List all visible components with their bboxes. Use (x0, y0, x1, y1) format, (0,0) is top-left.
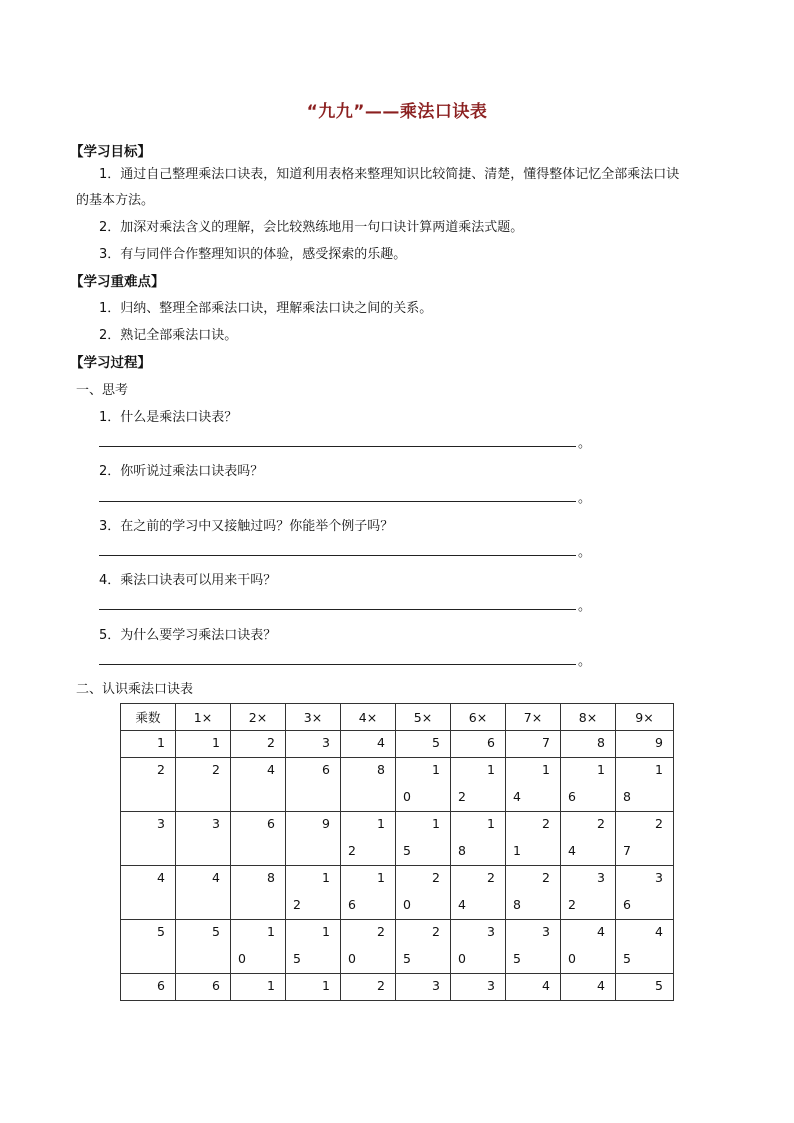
cell-digit-top: 1 (487, 762, 495, 777)
cell-digit-top: 1 (267, 978, 275, 993)
table-cell (451, 920, 506, 974)
cell-digit-top: 1 (322, 870, 330, 885)
cell-digit-top: 1 (322, 924, 330, 939)
table-cell (396, 974, 451, 1001)
cell-digit-top: 3 (655, 870, 663, 885)
answer-line-3[interactable] (99, 555, 576, 556)
cell-digit-top: 4 (267, 762, 275, 777)
cell-digit-bottom: 2 (293, 897, 301, 912)
table-cell (286, 920, 341, 974)
table-cell (561, 812, 616, 866)
table-cell (506, 812, 561, 866)
cell-digit-top: 8 (597, 735, 605, 750)
cell-digit-top: 8 (377, 762, 385, 777)
cell-digit-top: 4 (542, 978, 550, 993)
table-cell (561, 758, 616, 812)
cell-digit-top: 5 (655, 978, 663, 993)
cell-digit-bottom: 7 (623, 843, 631, 858)
table-cell (396, 920, 451, 974)
table-cell (396, 866, 451, 920)
table-cell (451, 731, 506, 758)
cell-digit-top: 9 (322, 816, 330, 831)
header-cell: 7× (506, 704, 561, 731)
table-cell (176, 758, 231, 812)
cell-digit-top: 2 (542, 816, 550, 831)
table-row (121, 812, 674, 866)
cell-digit-bottom: 5 (403, 951, 411, 966)
table-cell (286, 866, 341, 920)
cell-digit-bottom: 6 (623, 897, 631, 912)
cell-digit-top: 1 (597, 762, 605, 777)
cell-digit-top: 2 (655, 816, 663, 831)
table-cell (616, 974, 674, 1001)
cell-digit-top: 4 (212, 870, 220, 885)
cell-digit-top: 3 (212, 816, 220, 831)
table-cell (561, 731, 616, 758)
table-cell (286, 758, 341, 812)
cell-digit-top: 1 (542, 762, 550, 777)
cell-digit-bottom: 2 (348, 843, 356, 858)
cell-digit-top: 1 (487, 816, 495, 831)
question-2: 2．你听说过乘法口诀表吗？ (99, 464, 264, 479)
row-label: 1 (157, 735, 165, 750)
row-label-cell (121, 812, 176, 866)
table-cell (616, 731, 674, 758)
header-cell: 1× (176, 704, 231, 731)
table-cell (396, 731, 451, 758)
table-cell (506, 974, 561, 1001)
row-label-cell (121, 974, 176, 1001)
header-cell: 4× (341, 704, 396, 731)
cell-digit-bottom: 2 (568, 897, 576, 912)
table-cell (616, 920, 674, 974)
answer-line-1[interactable] (99, 446, 576, 447)
table-row (121, 974, 674, 1001)
table-cell (231, 812, 286, 866)
cell-digit-top: 4 (377, 735, 385, 750)
answer-line-4[interactable] (99, 609, 576, 610)
cell-digit-top: 3 (487, 978, 495, 993)
row-label: 2 (157, 762, 165, 777)
page-title: “九九”——乘法口诀表 (306, 102, 488, 122)
cell-digit-top: 3 (597, 870, 605, 885)
cell-digit-top: 8 (267, 870, 275, 885)
cell-digit-top: 2 (267, 735, 275, 750)
cell-digit-top: 6 (267, 816, 275, 831)
table-cell (341, 920, 396, 974)
table-header-row (121, 704, 674, 731)
cell-digit-bottom: 0 (403, 897, 411, 912)
table-cell (451, 866, 506, 920)
row-label-cell (121, 920, 176, 974)
cell-digit-top: 2 (377, 978, 385, 993)
row-label: 4 (157, 870, 165, 885)
cell-digit-top: 2 (432, 924, 440, 939)
cell-digit-top: 2 (432, 870, 440, 885)
cell-digit-top: 1 (212, 735, 220, 750)
row-label: 3 (157, 816, 165, 831)
table-cell (231, 920, 286, 974)
objective-3: 3．有与同伴合作整理知识的体验，感受探索的乐趣。 (99, 247, 407, 262)
cell-digit-top: 2 (487, 870, 495, 885)
answer-line-2[interactable] (99, 501, 576, 502)
cell-digit-bottom: 0 (403, 789, 411, 804)
row-label: 6 (157, 978, 165, 993)
keypoint-1: 1．归纳、整理全部乘法口诀，理解乘法口诀之间的关系。 (99, 301, 433, 316)
objective-1-line-2: 的基本方法。 (76, 193, 155, 208)
answer-4-period: 。 (578, 599, 592, 614)
table-cell (561, 920, 616, 974)
answer-3-period: 。 (578, 545, 592, 560)
cell-digit-bottom: 8 (513, 897, 521, 912)
cell-digit-bottom: 5 (513, 951, 521, 966)
cell-digit-top: 3 (542, 924, 550, 939)
table-cell (341, 812, 396, 866)
keypoints-heading: 【学习重难点】 (70, 274, 165, 290)
cell-digit-top: 1 (322, 978, 330, 993)
process-heading: 【学习过程】 (70, 355, 151, 371)
cell-digit-bottom: 2 (458, 789, 466, 804)
table-cell (176, 974, 231, 1001)
cell-digit-top: 1 (432, 816, 440, 831)
table-cell (506, 758, 561, 812)
cell-digit-bottom: 0 (348, 951, 356, 966)
cell-digit-bottom: 5 (623, 951, 631, 966)
table-cell (176, 731, 231, 758)
objective-2: 2．加深对乘法含义的理解，会比较熟练地用一句口诀计算两道乘法式题。 (99, 220, 524, 235)
answer-line-5[interactable] (99, 664, 576, 665)
table-cell (396, 812, 451, 866)
header-cell: 6× (451, 704, 506, 731)
header-cell: 5× (396, 704, 451, 731)
cell-digit-top: 1 (377, 870, 385, 885)
question-4: 4．乘法口诀表可以用来干吗？ (99, 573, 277, 588)
table-cell (286, 974, 341, 1001)
cell-digit-bottom: 0 (458, 951, 466, 966)
table-cell (286, 731, 341, 758)
table-cell (451, 974, 506, 1001)
table-cell (286, 812, 341, 866)
cell-digit-top: 7 (542, 735, 550, 750)
question-3: 3．在之前的学习中又接触过吗？你能举个例子吗？ (99, 519, 394, 534)
cell-digit-top: 4 (597, 978, 605, 993)
cell-digit-top: 1 (377, 816, 385, 831)
table-cell (616, 866, 674, 920)
table-cell (616, 758, 674, 812)
cell-digit-bottom: 6 (348, 897, 356, 912)
table-cell (176, 920, 231, 974)
section-think: 一、思考 (76, 383, 129, 398)
header-multiplier: 乘数 (121, 704, 176, 731)
cell-digit-bottom: 4 (568, 843, 576, 858)
answer-1-period: 。 (578, 436, 592, 451)
table-row (121, 758, 674, 812)
cell-digit-top: 2 (542, 870, 550, 885)
row-label-cell (121, 731, 176, 758)
table-cell (506, 731, 561, 758)
table-cell (451, 758, 506, 812)
table-row (121, 866, 674, 920)
table-row (121, 920, 674, 974)
cell-digit-top: 1 (267, 924, 275, 939)
section-multiplication-table: 二、认识乘法口诀表 (76, 682, 194, 697)
table-row (121, 731, 674, 758)
cell-digit-top: 6 (212, 978, 220, 993)
row-label-cell (121, 866, 176, 920)
cell-digit-bottom: 4 (513, 789, 521, 804)
cell-digit-top: 2 (377, 924, 385, 939)
header-cell: 2× (231, 704, 286, 731)
keypoint-2: 2．熟记全部乘法口诀。 (99, 328, 238, 343)
cell-digit-bottom: 8 (623, 789, 631, 804)
cell-digit-bottom: 1 (513, 843, 521, 858)
row-label-cell (121, 758, 176, 812)
cell-digit-top: 5 (432, 735, 440, 750)
cell-digit-bottom: 4 (458, 897, 466, 912)
question-1: 1．什么是乘法口诀表？ (99, 410, 238, 425)
table-cell (231, 731, 286, 758)
table-cell (231, 758, 286, 812)
cell-digit-top: 3 (487, 924, 495, 939)
cell-digit-bottom: 0 (238, 951, 246, 966)
table-cell (231, 974, 286, 1001)
objectives-heading: 【学习目标】 (70, 144, 151, 160)
multiplication-table (120, 703, 674, 1001)
table-cell (561, 974, 616, 1001)
table-cell (341, 758, 396, 812)
header-cell: 3× (286, 704, 341, 731)
answer-5-period: 。 (578, 654, 592, 669)
row-label: 5 (157, 924, 165, 939)
cell-digit-top: 3 (432, 978, 440, 993)
cell-digit-top: 6 (322, 762, 330, 777)
cell-digit-top: 4 (597, 924, 605, 939)
table-cell (341, 974, 396, 1001)
cell-digit-top: 1 (432, 762, 440, 777)
cell-digit-top: 3 (322, 735, 330, 750)
table-cell (396, 758, 451, 812)
cell-digit-top: 6 (487, 735, 495, 750)
table-cell (616, 812, 674, 866)
question-5: 5．为什么要学习乘法口诀表？ (99, 628, 277, 643)
header-cell: 9× (616, 704, 674, 731)
cell-digit-top: 2 (212, 762, 220, 777)
cell-digit-bottom: 0 (568, 951, 576, 966)
table-cell (176, 866, 231, 920)
cell-digit-top: 9 (655, 735, 663, 750)
cell-digit-bottom: 5 (403, 843, 411, 858)
cell-digit-top: 4 (655, 924, 663, 939)
table-cell (561, 866, 616, 920)
table-cell (341, 866, 396, 920)
cell-digit-top: 1 (655, 762, 663, 777)
table-cell (231, 866, 286, 920)
cell-digit-top: 2 (597, 816, 605, 831)
table-cell (341, 731, 396, 758)
table-cell (451, 812, 506, 866)
cell-digit-bottom: 5 (293, 951, 301, 966)
cell-digit-top: 5 (212, 924, 220, 939)
header-cell: 8× (561, 704, 616, 731)
objective-1-line-1: 1．通过自己整理乘法口诀表，知道利用表格来整理知识比较简捷、清楚，懂得整体记忆全部乘法口诀 (99, 167, 680, 182)
table-cell (176, 812, 231, 866)
answer-2-period: 。 (578, 491, 592, 506)
cell-digit-bottom: 8 (458, 843, 466, 858)
cell-digit-bottom: 6 (568, 789, 576, 804)
table-cell (506, 920, 561, 974)
table-cell (506, 866, 561, 920)
